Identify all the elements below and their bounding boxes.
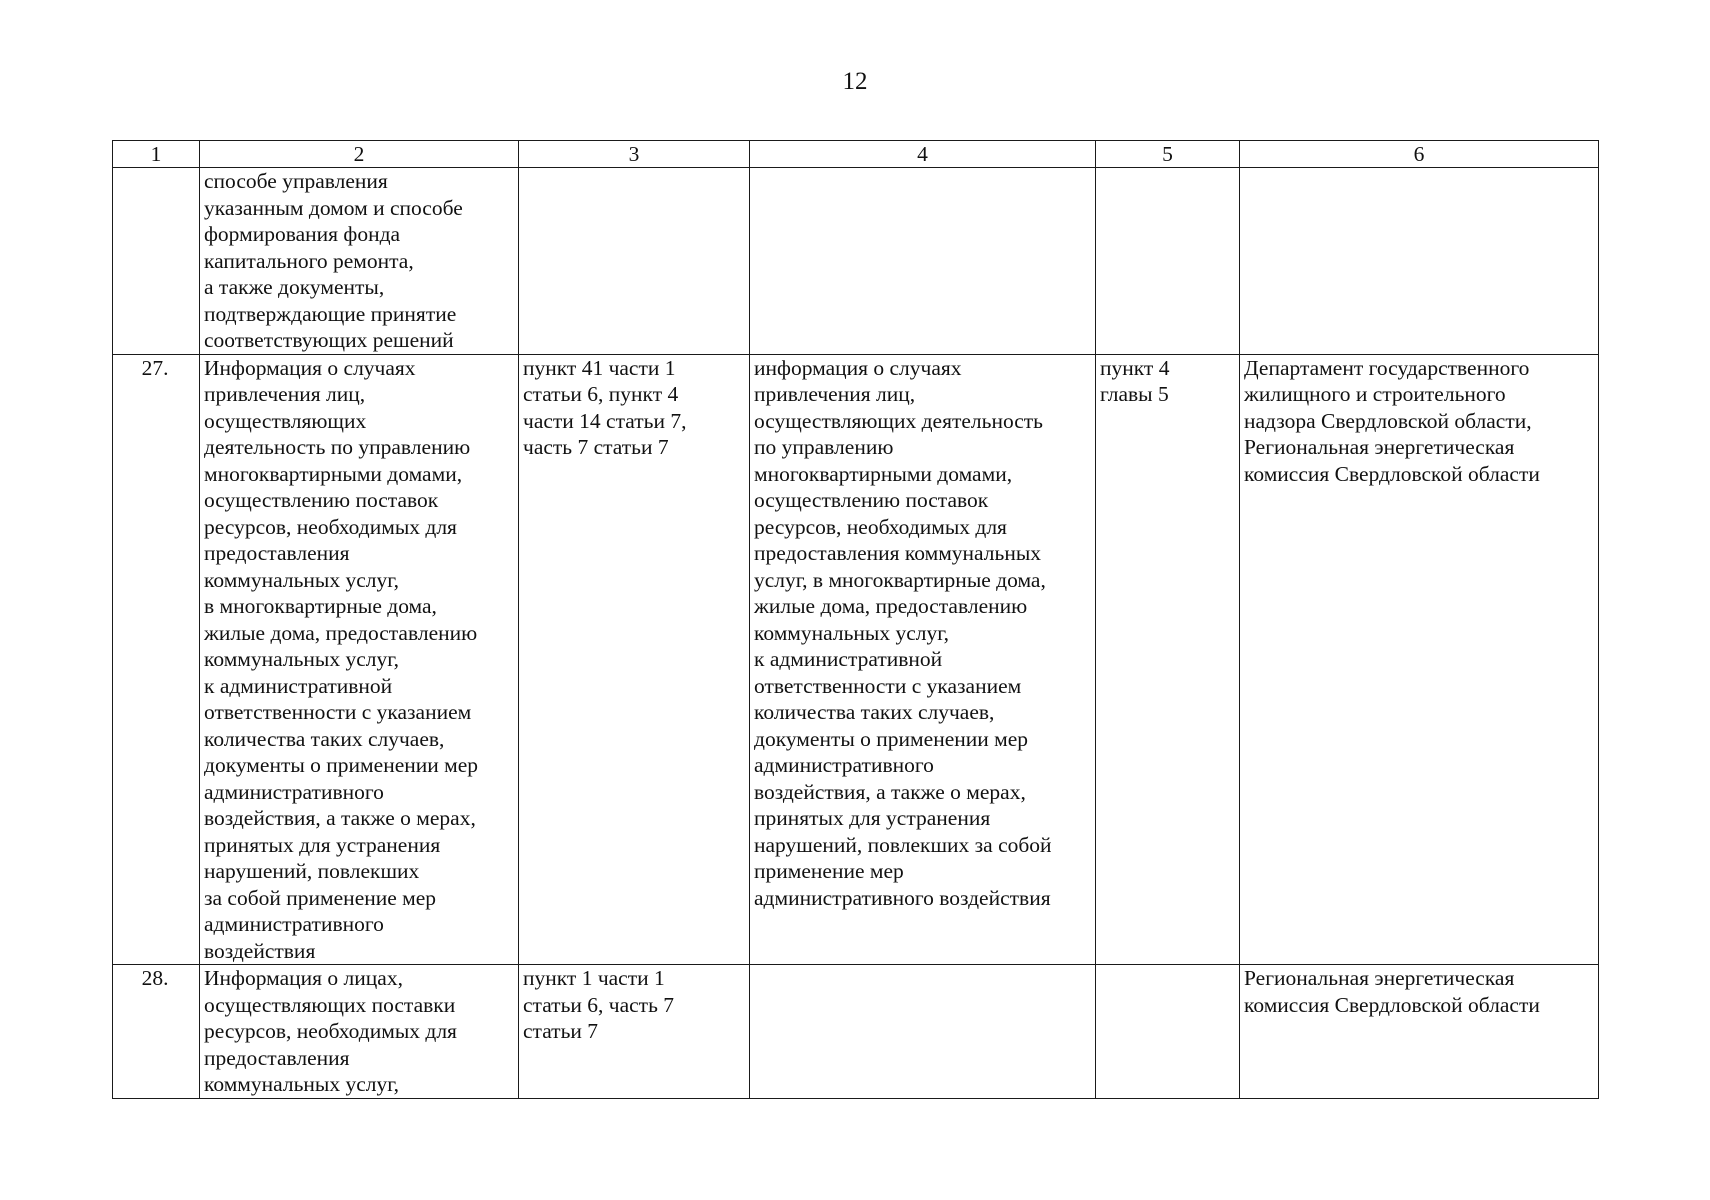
info-content-cell xyxy=(750,168,1096,355)
info-description-cell: способе управления указанным домом и способе формирования фонда капитального ремонта, а также документы, подтверждающие принятие соответствующих решений xyxy=(200,168,519,355)
responsible-body-cell: Департамент государственного жилищного и строительного надзора Свердловской области, Региональная энергетическая комиссия Свердловской области xyxy=(1240,354,1599,965)
table-header-row xyxy=(113,141,1599,168)
page-number: 12 xyxy=(842,68,868,95)
table-row xyxy=(113,168,1599,355)
chapter-reference-cell xyxy=(1096,168,1240,355)
legal-reference-cell: пункт 1 части 1 статьи 6, часть 7 статьи 7 xyxy=(519,965,750,1099)
header-cell: 4 xyxy=(750,141,1096,168)
info-content-cell: информация о случаях привлечения лиц, осуществляющих деятельность по управлению многоквартирными домами, осуществлению поставок ресурсов, необходимых для предоставления коммунальных услуг, в многоквартирные дома, жилые дома, предоставлению коммунальных услуг, к административной ответственности с указанием количества таких случаев, документы о применении мер административного воздействия, а также о мерах, принятых для устранения нарушений, повлекших за собой применение мер административного воздействия xyxy=(750,354,1096,965)
row-number-cell xyxy=(113,168,200,355)
chapter-reference-cell: пункт 4 главы 5 xyxy=(1096,354,1240,965)
table-row xyxy=(113,965,1599,1099)
header-cell: 2 xyxy=(200,141,519,168)
info-description-cell: Информация о лицах, осуществляющих поставки ресурсов, необходимых для предоставления коммунальных услуг, xyxy=(200,965,519,1099)
table-row xyxy=(113,354,1599,965)
header-cell: 5 xyxy=(1096,141,1240,168)
header-cell: 1 xyxy=(113,141,200,168)
legal-reference-cell: пункт 41 части 1 статьи 6, пункт 4 части 14 статьи 7, часть 7 статьи 7 xyxy=(519,354,750,965)
row-number-cell: 28. xyxy=(113,965,200,1099)
chapter-reference-cell xyxy=(1096,965,1240,1099)
info-content-cell xyxy=(750,965,1096,1099)
legal-reference-cell xyxy=(519,168,750,355)
header-cell: 6 xyxy=(1240,141,1599,168)
info-description-cell: Информация о случаях привлечения лиц, осуществляющих деятельность по управлению многоквартирными домами, осуществлению поставок ресурсов, необходимых для предоставления коммунальных услуг, в многоквартирные дома, жилые дома, предоставлению коммунальных услуг, к административной ответственности с указанием количества таких случаев, документы о применении мер административного воздействия, а также о мерах, принятых для устранения нарушений, повлекших за собой применение мер административного воздействия xyxy=(200,354,519,965)
responsible-body-cell xyxy=(1240,168,1599,355)
responsible-body-cell: Региональная энергетическая комиссия Свердловской области xyxy=(1240,965,1599,1099)
row-number-cell: 27. xyxy=(113,354,200,965)
regulation-table xyxy=(112,140,1599,1099)
header-cell: 3 xyxy=(519,141,750,168)
